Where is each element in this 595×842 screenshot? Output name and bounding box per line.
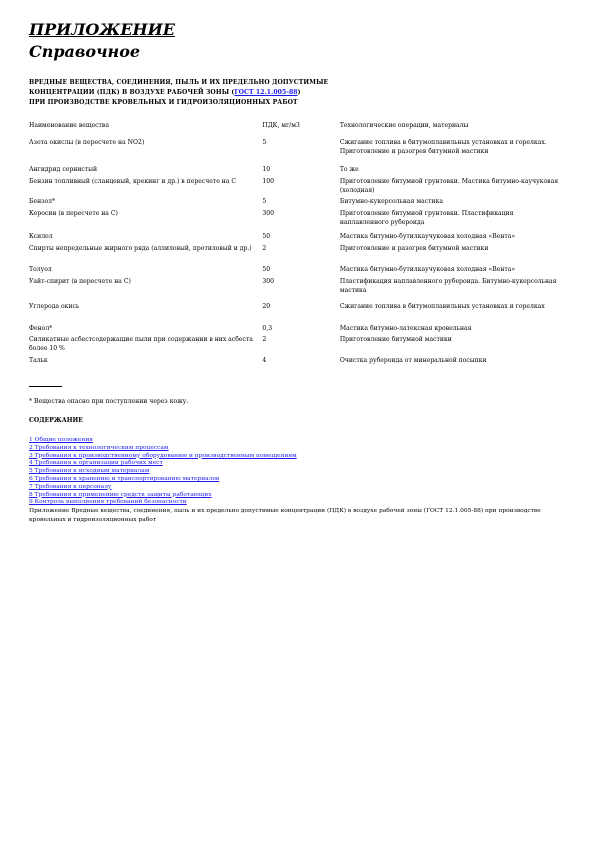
- table-header-row: [29, 122, 559, 139]
- toc-link[interactable]: 6 Требования к хранению и транспортированию материалов: [29, 475, 220, 482]
- toc-link[interactable]: 8 Требования к применению средств защиты работающих: [29, 491, 212, 498]
- cell-operations: Сжигание топлива в битумоплавильных установках и горелках. Приготовление и разогрев битумной мастики: [339, 139, 547, 155]
- table-row: [29, 178, 559, 198]
- cell-mpc: 300: [262, 210, 275, 217]
- cell-substance: Уайт-спирит (в пересчете на С): [29, 278, 131, 285]
- cell-mpc: 0,3: [262, 325, 273, 332]
- cell-operations: Приготовление битумной грунтовки. Пластификация наплавленного рубероида: [339, 210, 514, 226]
- cell-operations: Пластификация наплавленного рубероида. Битумно-кукерсольная мастика: [339, 278, 557, 294]
- header-mpc: ПДК, мг/м3: [262, 122, 300, 129]
- cell-substance: Спирты непредельные жирного ряда (аллиловый, протиловый и др.): [29, 245, 252, 252]
- header-operations: Технологические операции, материалы: [339, 122, 469, 129]
- cell-mpc: 2: [262, 336, 267, 343]
- heading-line-1: ВРЕДНЫЕ ВЕЩЕСТВА, СОЕДИНЕНИЯ, ПЫЛЬ И ИХ ПРЕДЕЛЬНО ДОПУСТИМЫЕ: [29, 79, 329, 86]
- header-substance: Наименование вещества: [29, 122, 109, 129]
- table-row: [29, 139, 559, 166]
- table-of-contents: [29, 437, 559, 507]
- cell-mpc: 20: [262, 303, 271, 310]
- footnote-divider: [29, 386, 62, 387]
- cell-mpc: 2: [262, 245, 267, 252]
- cell-operations: Мастика битумно-латексная кровельная: [339, 325, 472, 332]
- cell-operations: Приготовление битумной мастики: [339, 336, 452, 343]
- cell-operations: Мастика битумно-бутилкаучуковая холодная «Вента»: [339, 233, 516, 240]
- cell-substance: Азота окислы (в пересчете на NO2): [29, 139, 145, 146]
- cell-operations: Приготовление и разогрев битумной мастики: [339, 245, 489, 252]
- cell-operations: Приготовление битумной грунтовки. Мастика битумно-каучуковая (холодная): [339, 178, 559, 194]
- cell-substance: Тальк: [29, 357, 48, 364]
- cell-operations: Сжигание топлива в битумоплавильных установках и горелках: [339, 303, 545, 310]
- cell-operations: То же: [339, 166, 359, 173]
- table-row: [29, 245, 559, 266]
- appendix-toc-prefix: Приложение: [29, 508, 70, 515]
- cell-substance: Силикатные асбестсодержащие пыли при содержании в них асбеста более 10 %: [29, 336, 253, 352]
- toc-link[interactable]: 7 Требования к персоналу: [29, 483, 112, 490]
- cell-substance: Толуол: [29, 266, 52, 273]
- table-row: [29, 278, 559, 303]
- heading-line-3: ПРИ ПРОИЗВОДСТВЕ КРОВЕЛЬНЫХ И ГИДРОИЗОЛЯЦИОННЫХ РАБОТ: [29, 99, 298, 106]
- cell-mpc: 5: [262, 198, 267, 205]
- cell-mpc: 50: [262, 233, 271, 240]
- heading-line-2-suffix: ): [297, 89, 301, 96]
- cell-operations: Очистка рубероида от минеральной посыпки: [339, 357, 487, 364]
- cell-substance: Керосин (в пересчете на С): [29, 210, 118, 217]
- table-row: [29, 336, 559, 357]
- table-row: [29, 233, 559, 245]
- cell-operations: Битумно-кукерсольная мастика: [339, 198, 443, 205]
- appendix-toc-text: Вредные вещества, соединения, пыль и их предельно допустимые концентрации (ПДК) в воздухе рабочей зоны (ГОСТ 12.1.005-88) при производстве кровельных и гидроизоляционных работ: [29, 508, 541, 523]
- section-heading: [29, 78, 559, 108]
- toc-link[interactable]: 5 Требования к исходным материалам: [29, 468, 150, 475]
- contents-heading: СОДЕРЖАНИЕ: [29, 417, 83, 424]
- cell-mpc: 100: [262, 178, 275, 185]
- toc-link[interactable]: 4 Требования к организации рабочих мест: [29, 460, 163, 467]
- cell-substance: Бензол*: [29, 198, 56, 205]
- table-row: [29, 357, 559, 368]
- cell-mpc: 50: [262, 266, 271, 273]
- cell-mpc: 5: [262, 139, 267, 146]
- toc-link[interactable]: 1 Общие положения: [29, 437, 93, 443]
- gost-link[interactable]: ГОСТ 12.1.005-88: [234, 89, 298, 96]
- appendix-title: ПРИЛОЖЕНИЕ: [29, 20, 175, 39]
- cell-mpc: 300: [262, 278, 275, 285]
- table-row: [29, 198, 559, 210]
- cell-substance: Углерода окись: [29, 303, 80, 310]
- appendix-toc-entry: [29, 507, 559, 524]
- cell-substance: Ангидрид сернистый: [29, 166, 98, 173]
- table-row: [29, 166, 559, 178]
- toc-link[interactable]: 2 Требования к технологическим процессам: [29, 444, 169, 451]
- heading-line-2-prefix: КОНЦЕНТРАЦИИ (ПДК) В ВОЗДУХЕ РАБОЧЕЙ ЗОНЫ (: [29, 89, 235, 96]
- cell-substance: Бензин топливный (сланцевый, крекинг и др.) в пересчете на С: [29, 178, 237, 185]
- table-row: [29, 325, 559, 336]
- table-row: [29, 303, 559, 325]
- cell-mpc: 10: [262, 166, 271, 173]
- table-row: [29, 210, 559, 233]
- appendix-subtitle: Справочное: [29, 42, 141, 61]
- cell-operations: Мастика битумно-бутилкаучуковая холодная «Вента»: [339, 266, 516, 273]
- document-page: [29, 20, 559, 524]
- footnote: * Вещества опасно при поступлении через кожу.: [29, 398, 189, 405]
- cell-substance: Ксилол: [29, 233, 53, 240]
- substances-table: [29, 122, 559, 368]
- toc-link[interactable]: 9 Контроль выполнения требований безопасности: [29, 499, 187, 506]
- toc-link[interactable]: 3 Требования к производственному оборудованию и производственным помещениям: [29, 452, 297, 459]
- table-row: [29, 266, 559, 278]
- cell-mpc: 4: [262, 357, 267, 364]
- heading-line-2: [29, 88, 559, 98]
- cell-substance: Фенол*: [29, 325, 53, 332]
